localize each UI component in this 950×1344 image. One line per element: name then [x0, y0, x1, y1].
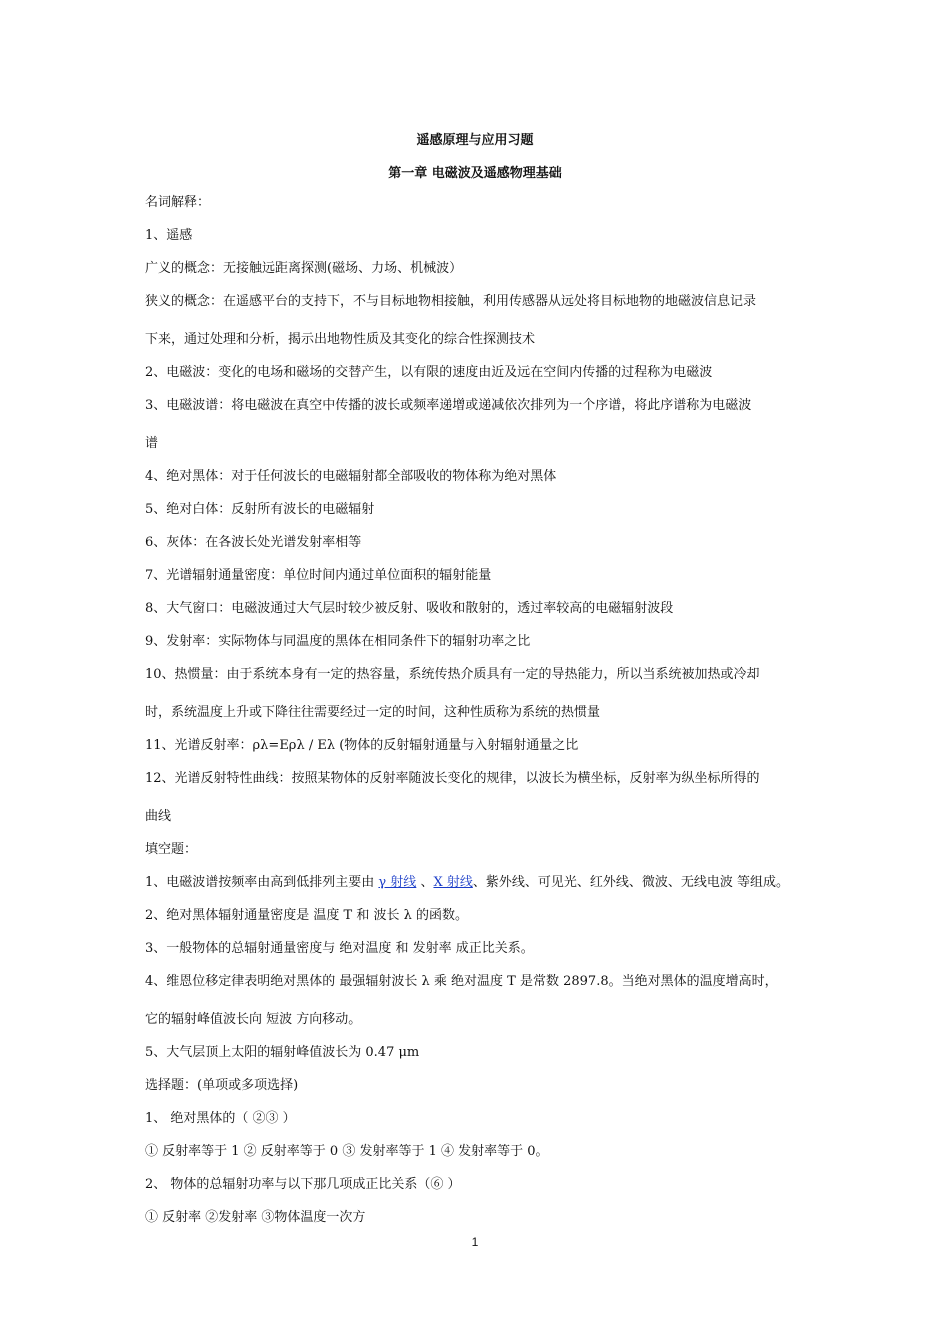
paragraph-line: ① 反射率等于 1 ② 反射率等于 0 ③ 发射率等于 1 ④ 发射率等于 0。	[145, 1144, 549, 1159]
paragraph-line: ① 反射率 ②发射率 ③物体温度一次方	[145, 1210, 366, 1225]
line-text: 、	[416, 875, 434, 890]
paragraph-line: 9、发射率：实际物体与同温度的黑体在相同条件下的辐射功率之比	[145, 634, 531, 649]
paragraph-line: 1、遥感	[145, 228, 193, 243]
paragraph-line: 广义的概念：无接触远距离探测(磁场、力场、机械波）	[145, 261, 463, 276]
paragraph-line	[145, 873, 815, 906]
paragraph-line: 7、光谱辐射通量密度：单位时间内通过单位面积的辐射能量	[145, 568, 492, 583]
paragraph-line: 曲线	[145, 809, 172, 824]
chapter-heading: 第一章 电磁波及遥感物理基础	[388, 166, 562, 181]
paragraph-line: 4、绝对黑体：对于任何波长的电磁辐射都全部吸收的物体称为绝对黑体	[145, 469, 557, 484]
paragraph-line: 时，系统温度上升或下降往往需要经过一定的时间，这种性质称为系统的热惯量	[145, 705, 601, 720]
paragraph-line: 3、一般物体的总辐射通量密度与 绝对温度 和 发射率 成正比关系。	[145, 941, 534, 956]
paragraph-line: 4、维恩位移定律表明绝对黑体的 最强辐射波长 λ 乘 绝对温度 T 是常数 2897.8。当绝对黑体的温度增高时，	[145, 974, 778, 989]
x-ray-link[interactable]: X 射线	[433, 875, 473, 890]
paragraph-line: 2、电磁波：变化的电场和磁场的交替产生，以有限的速度由近及远在空间内传播的过程称为电磁波	[145, 365, 713, 380]
paragraph-line: 它的辐射峰值波长向 短波 方向移动。	[145, 1012, 362, 1027]
page-number: 1	[471, 1235, 479, 1249]
paragraph-line: 10、热惯量：由于系统本身有一定的热容量，系统传热介质具有一定的导热能力，所以当系统被加热或冷却	[145, 667, 760, 682]
document-body	[145, 193, 815, 1241]
paragraph-line: 12、光谱反射特性曲线：按照某物体的反射率随波长变化的规律，以波长为横坐标，反射率为纵坐标所得的	[145, 771, 760, 786]
section-heading-multiple-choice: 选择题：(单项或多项选择)	[145, 1078, 299, 1093]
paragraph-line: 3、电磁波谱：将电磁波在真空中传播的波长或频率递增或递减依次排列为一个序谱，将此序谱称为电磁波	[145, 398, 752, 413]
line-text: 1、电磁波谱按频率由高到低排列主要由	[145, 875, 379, 890]
paragraph-line: 2、 物体的总辐射功率与以下那几项成正比关系（⑥ ）	[145, 1177, 461, 1192]
paragraph-line: 6、灰体：在各波长处光谱发射率相等	[145, 535, 362, 550]
section-heading-definitions: 名词解释：	[145, 195, 211, 210]
paragraph-line: 5、绝对白体：反射所有波长的电磁辐射	[145, 502, 375, 517]
paragraph-line: 8、大气窗口：电磁波通过大气层时较少被反射、吸收和散射的，透过率较高的电磁辐射波段	[145, 601, 674, 616]
paragraph-line: 狭义的概念：在遥感平台的支持下，不与目标地物相接触，利用传感器从远处将目标地物的地磁波信息记录	[145, 294, 757, 309]
paragraph-line: 11、光谱反射率：ρλ=Eρλ / Eλ (物体的反射辐射通量与入射辐射通量之比	[145, 738, 579, 753]
paragraph-line: 谱	[145, 436, 159, 451]
paragraph-line: 2、绝对黑体辐射通量密度是 温度 T 和 波长 λ 的函数。	[145, 908, 468, 923]
paragraph-line: 5、大气层顶上太阳的辐射峰值波长为 0.47 μm	[145, 1045, 420, 1060]
line-text: 、紫外线、可见光、红外线、微波、无线电波 等组成。	[472, 875, 789, 890]
section-heading-fill-blank: 填空题：	[145, 842, 198, 857]
paragraph-line: 下来，通过处理和分析，揭示出地物性质及其变化的综合性探测技术	[145, 332, 536, 347]
gamma-ray-link[interactable]: γ 射线	[378, 875, 417, 890]
document-title: 遥感原理与应用习题	[416, 133, 534, 148]
paragraph-line: 1、 绝对黑体的（ ②③ ）	[145, 1111, 296, 1126]
